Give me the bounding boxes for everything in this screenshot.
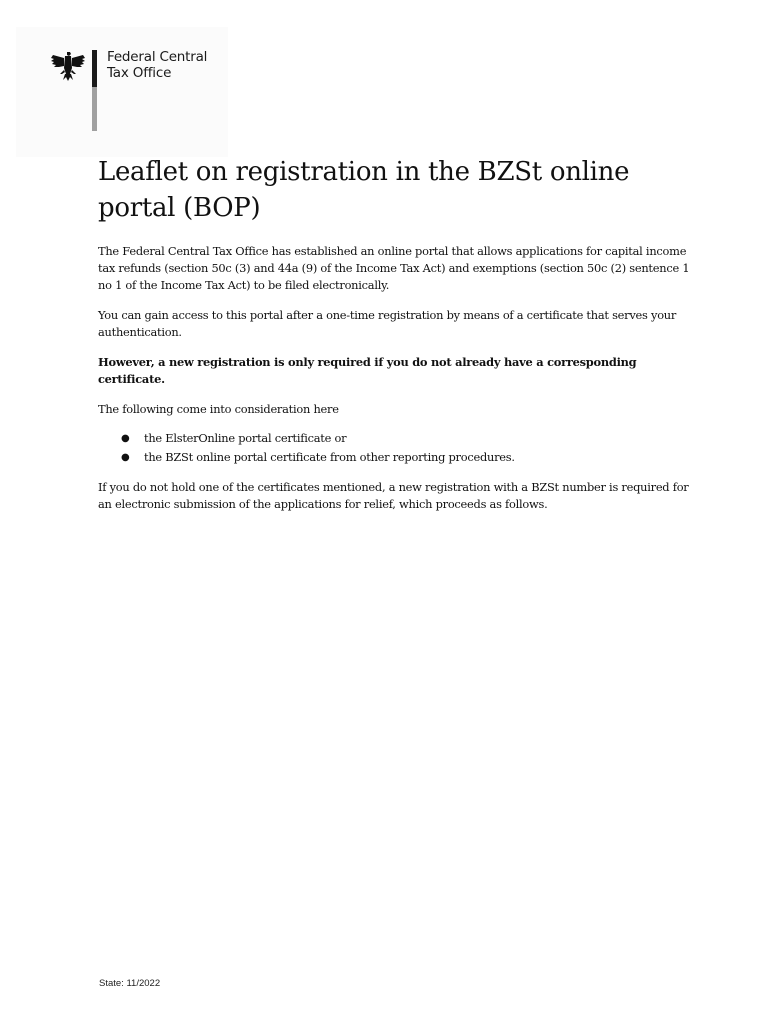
logo-bar-black	[92, 50, 97, 87]
paragraph-bold-note: However, a new registration is only required if you do not already have a corresponding certificate.	[98, 355, 637, 386]
document-title: Leaflet on registration in the BZSt online portal (BOP)	[98, 157, 630, 223]
bullet-icon: ●	[121, 433, 130, 444]
paragraph-consideration: The following come into consideration here	[98, 402, 339, 416]
list-item-text: the ElsterOnline portal certificate or	[144, 431, 347, 445]
federal-eagle-icon	[50, 50, 86, 82]
footer-state: State: 11/2022	[99, 978, 161, 989]
logo-background	[16, 27, 228, 157]
paragraph-closing: If you do not hold one of the certificates mentioned, a new registration with a BZSt number is required for an electronic submission of the applications for relief, which proceeds as follows.	[98, 480, 689, 511]
paragraph-access: You can gain access to this portal after a one-time registration by means of a certificate that serves your authentication.	[98, 308, 677, 339]
logo-line-1: Federal Central	[107, 49, 208, 65]
paragraph-intro: The Federal Central Tax Office has established an online portal that allows applications for capital income tax refunds (section 50c (3) and 44a (9) of the Income Tax Act) and exemptions (section 50c (2) sentence 1 no 1 of the Income Tax Act) to be filed electronically.	[98, 244, 690, 292]
certificate-list	[98, 429, 698, 467]
list-item-text: the BZSt online portal certificate from other reporting procedures.	[144, 450, 515, 464]
document-body	[98, 243, 698, 526]
logo-bar-gray	[92, 87, 97, 131]
list-item	[98, 448, 698, 467]
list-item	[98, 429, 698, 448]
agency-logo-text	[107, 49, 207, 81]
bullet-icon: ●	[121, 452, 130, 463]
logo-line-2: Tax Office	[107, 65, 172, 81]
